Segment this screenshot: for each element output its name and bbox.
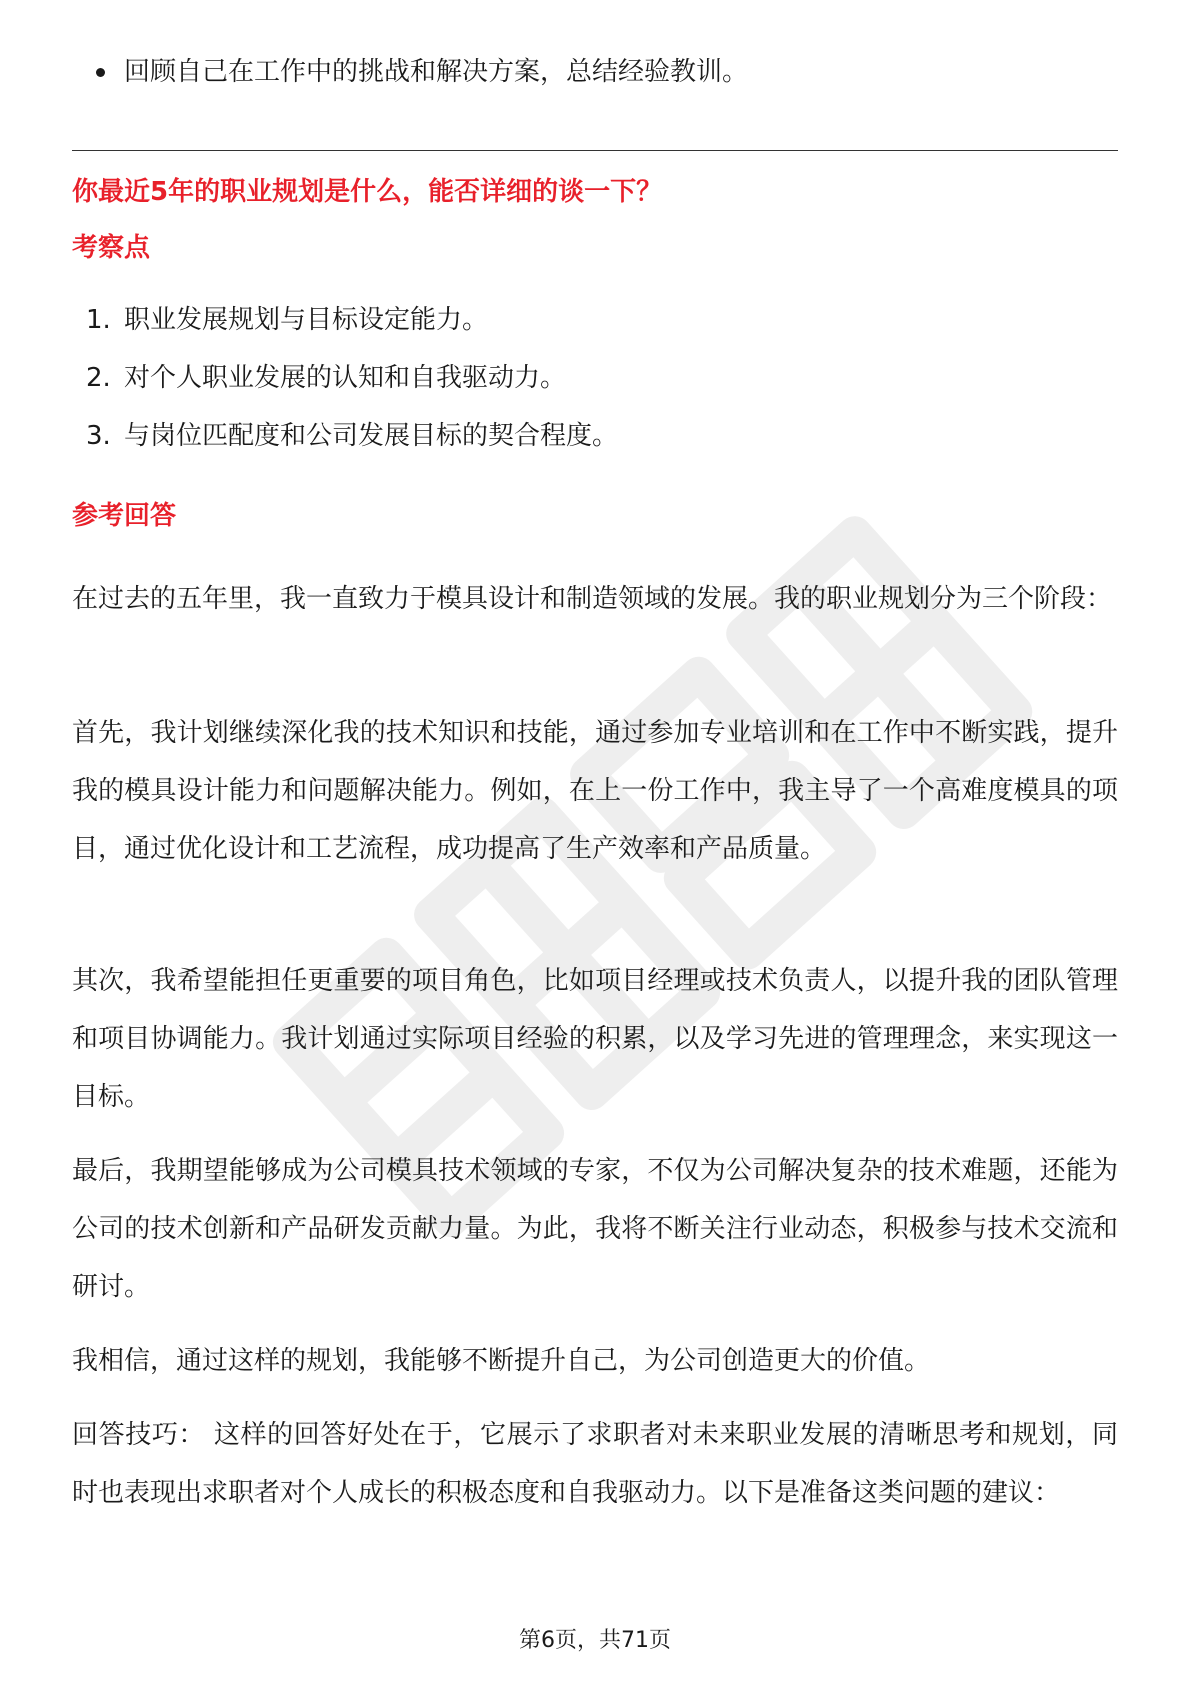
tips-paragraph: 回答技巧： 这样的回答好处在于，它展示了求职者对未来职业发展的清晰思考和规划，同时也表现出求职者对个人成长的积极态度和自我驱动力。以下是准备这类问题的建议： bbox=[72, 1420, 1118, 1508]
answer-paragraph: 最后，我期望能够成为公司模具技术领域的专家，不仅为公司解决复杂的技术难题，还能为公司的技术创新和产品研发贡献力量。为此，我将不断关注行业动态，积极参与技术交流和研讨。 bbox=[72, 1156, 1118, 1302]
list-item bbox=[86, 358, 618, 416]
list-item: 回顾自己在工作中的挑战和解决方案，总结经验教训。 bbox=[94, 52, 748, 92]
points-list bbox=[86, 300, 618, 474]
answer-heading: 参考回答 bbox=[72, 501, 177, 531]
answer-paragraph: 在过去的五年里，我一直致力于模具设计和制造领域的发展。我的职业规划分为三个阶段： bbox=[72, 584, 1113, 614]
list-number: 3. bbox=[86, 421, 111, 451]
list-number: 2. bbox=[86, 363, 111, 393]
list-number: 1. bbox=[86, 305, 111, 335]
section-divider bbox=[72, 150, 1118, 151]
answer-paragraph: 首先，我计划继续深化我的技术知识和技能，通过参加专业培训和在工作中不断实践，提升我的模具设计能力和问题解决能力。例如，在上一份工作中，我主导了一个高难度模具的项目，通过优化设计和工艺流程，成功提高了生产效率和产品质量。 bbox=[72, 718, 1118, 864]
question-heading: 你最近5年的职业规划是什么，能否详细的谈一下？ bbox=[72, 177, 663, 207]
answer-paragraph: 我相信，通过这样的规划，我能够不断提升自己，为公司创造更大的价值。 bbox=[72, 1346, 931, 1376]
page-number: 第6页，共71页 bbox=[519, 1628, 671, 1653]
list-item bbox=[86, 300, 618, 358]
bullet-list bbox=[94, 52, 748, 92]
list-text: 对个人职业发展的认知和自我驱动力。 bbox=[124, 363, 567, 393]
list-text: 职业发展规划与目标设定能力。 bbox=[124, 305, 489, 335]
points-heading: 考察点 bbox=[72, 233, 151, 263]
list-text: 与岗位匹配度和公司发展目标的契合程度。 bbox=[124, 421, 619, 451]
answer-paragraph: 其次，我希望能担任更重要的项目角色，比如项目经理或技术负责人，以提升我的团队管理和项目协调能力。我计划通过实际项目经验的积累，以及学习先进的管理理念，来实现这一目标。 bbox=[72, 966, 1118, 1112]
list-item bbox=[86, 416, 618, 474]
